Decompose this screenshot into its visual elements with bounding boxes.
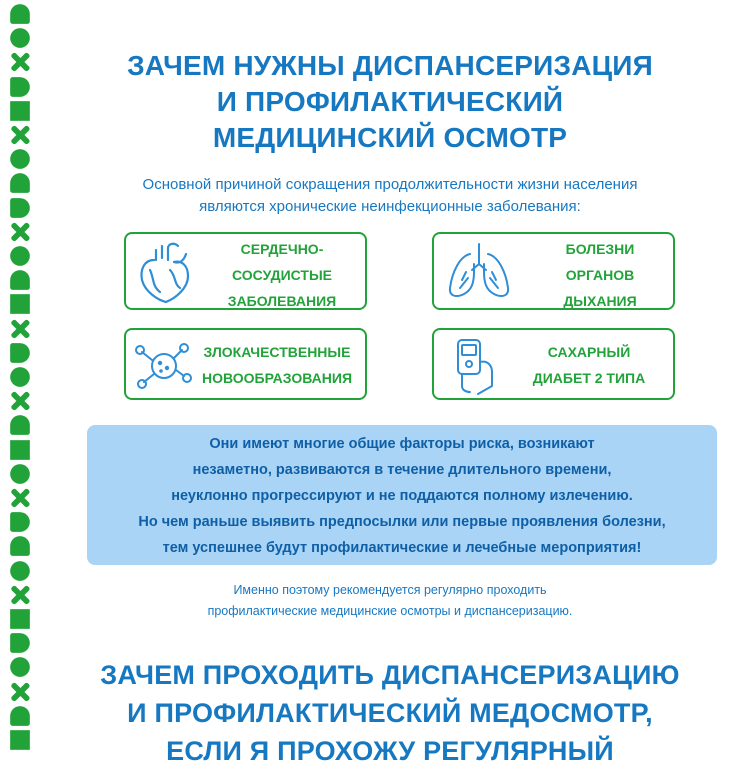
heading-why-checkup	[60, 48, 720, 156]
half-round-shape	[10, 706, 30, 726]
square-shape	[10, 730, 30, 750]
note-line: Они имеют многие общие факторы риска, возникают	[209, 436, 595, 452]
cross-shape	[10, 222, 30, 242]
circle-shape	[10, 28, 30, 48]
arrow-shape	[10, 512, 30, 532]
heading-line: И ПРОФИЛАКТИЧЕСКИЙ	[216, 86, 564, 117]
heading-line: ЗАЧЕМ ПРОХОДИТЬ ДИСПАНСЕРИЗАЦИЮ	[100, 660, 680, 690]
arrow-shape	[10, 77, 30, 97]
circle-shape	[10, 149, 30, 169]
arrow-shape	[10, 198, 30, 218]
recommendation-line: Именно поэтому рекомендуется регулярно проходить	[233, 583, 547, 597]
heading-line: И ПРОФИЛАКТИЧЕСКИЙ МЕДОСМОТР,	[127, 698, 653, 728]
square-shape	[10, 609, 30, 629]
intro-line: Основной причиной сокращения продолжительности жизни населения	[142, 176, 638, 193]
heading-line: ЗАЧЕМ НУЖНЫ ДИСПАНСЕРИЗАЦИЯ	[127, 50, 653, 81]
recommendation-text	[60, 580, 720, 622]
cross-shape	[10, 488, 30, 508]
heading-line: ЕСЛИ Я ПРОХОЖУ РЕГУЛЯРНЫЙ	[166, 736, 614, 766]
half-round-shape	[10, 174, 30, 194]
arrow-shape	[10, 343, 30, 363]
arrow-shape	[10, 633, 30, 653]
cancer-cell-icon	[134, 338, 192, 392]
card-label: СЕРДЕЧНО- СОСУДИСТЫЕ ЗАБОЛЕВАНИЯ	[227, 241, 337, 309]
glucometer-icon	[448, 336, 504, 396]
circle-shape	[10, 246, 30, 266]
card-respiratory	[432, 232, 675, 310]
half-round-shape	[10, 270, 30, 290]
recommendation-line: профилактические медицинские осмотры и диспансеризацию.	[207, 604, 573, 618]
cross-shape	[10, 682, 30, 702]
cross-shape	[10, 585, 30, 605]
half-round-shape	[10, 4, 30, 24]
note-line: тем успешнее будут профилактические и лечебные мероприятия!	[162, 540, 642, 556]
card-oncology	[124, 328, 367, 400]
note-line: неуклонно прогрессируют и не поддаются полному излечению.	[171, 488, 633, 504]
note-line: Но чем раньше выявить предпосылки или первые проявления болезни,	[138, 514, 666, 530]
risk-factors-note	[87, 425, 717, 565]
circle-shape	[10, 658, 30, 678]
intro-line: являются хронические неинфекционные заболевания:	[199, 198, 581, 215]
note-line: незаметно, развиваются в течение длительного времени,	[192, 462, 612, 478]
cross-shape	[10, 319, 30, 339]
cross-shape	[10, 125, 30, 145]
half-round-shape	[10, 537, 30, 557]
card-label: БОЛЕЗНИ ОРГАНОВ ДЫХАНИЯ	[563, 241, 637, 309]
card-diabetes	[432, 328, 675, 400]
cross-shape	[10, 53, 30, 73]
heading-line: МЕДИЦИНСКИЙ ОСМОТР	[212, 122, 568, 153]
square-shape	[10, 101, 30, 121]
circle-shape	[10, 561, 30, 581]
heart-icon	[136, 240, 194, 304]
card-cardiovascular	[124, 232, 367, 310]
decorative-strip	[0, 0, 40, 772]
card-label: ЗЛОКАЧЕСТВЕННЫЕ НОВООБРАЗОВАНИЯ	[201, 344, 353, 386]
intro-text	[60, 174, 720, 218]
circle-shape	[10, 367, 30, 387]
square-shape	[10, 295, 30, 315]
heading-why-regular	[60, 656, 720, 770]
circle-shape	[10, 464, 30, 484]
cross-shape	[10, 391, 30, 411]
half-round-shape	[10, 416, 30, 436]
square-shape	[10, 440, 30, 460]
card-label: САХАРНЫЙ ДИАБЕТ 2 ТИПА	[532, 344, 646, 386]
lungs-icon	[446, 242, 512, 302]
